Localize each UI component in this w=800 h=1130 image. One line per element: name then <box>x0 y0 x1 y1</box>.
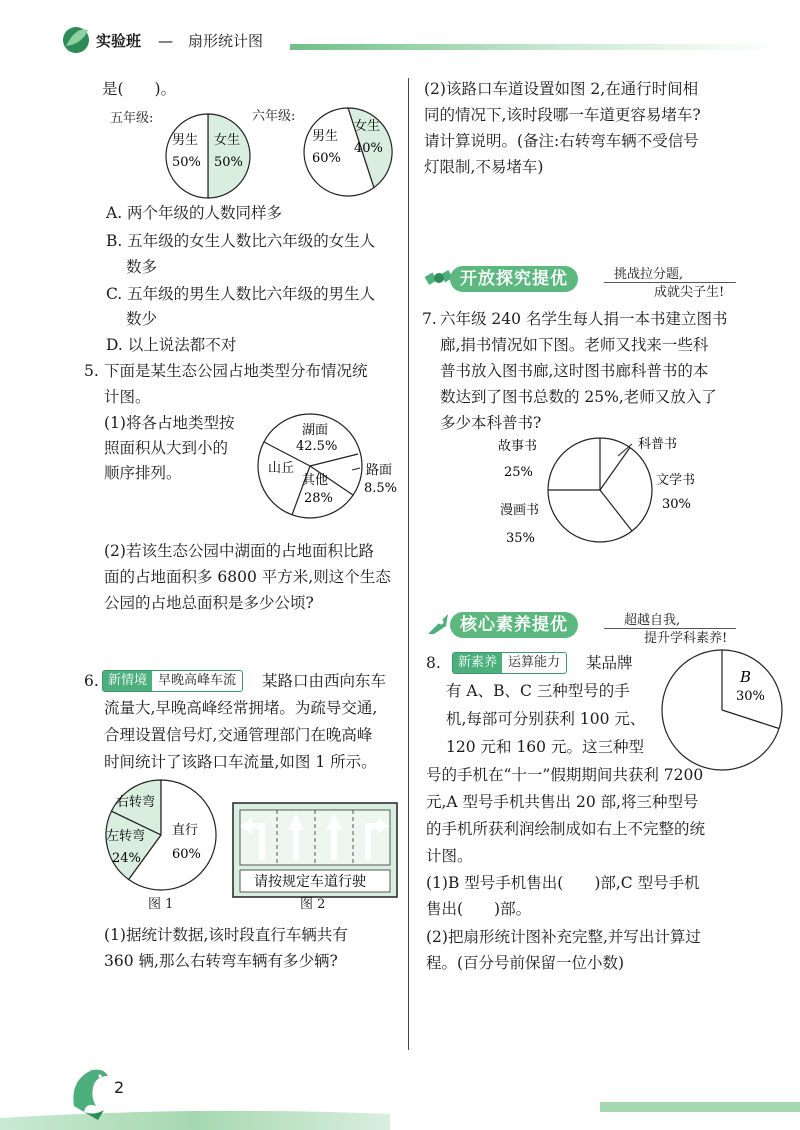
q4-pie6-boy-pct: 60% <box>312 151 341 166</box>
q6-part2-line1: (2)该路口车道设置如图 2,在通行时间相 <box>424 80 699 98</box>
q5-part2-line1: (2)若该生态公园中湖面的占地面积比路 <box>104 542 374 560</box>
q6-part2-line4: 灯限制,不易堵车) <box>424 158 544 176</box>
section-banner-open-explore: 开放探究提优 <box>450 266 578 292</box>
q4-option-b-line1: B. 五年级的女生人数比六年级的女生人 <box>106 232 376 250</box>
q4-pie-grade6 <box>302 106 394 198</box>
q4-option-d: D. 以上说法都不对 <box>106 336 237 354</box>
q4-pie5-girl-pct: 50% <box>214 155 243 170</box>
header-dash: — <box>158 32 173 50</box>
q4-option-c-line2: 数少 <box>126 310 158 328</box>
q6-line4: 时间统计了该路口车流量,如图 1 所示。 <box>104 753 377 771</box>
q6-figure1-caption: 图 1 <box>148 897 174 912</box>
q4-pie5-boy-pct: 50% <box>172 155 201 170</box>
q8-pie-b-pct: 30% <box>736 689 765 704</box>
q5-pie-park <box>256 410 406 522</box>
q6-tag-topic: 早晚高峰车流 <box>158 673 237 688</box>
q5-number: 5. <box>84 362 99 380</box>
q6-line1: 某路口由西向东车 <box>262 672 387 690</box>
q6-part1-line1: (1)据统计数据,该时段直行车辆共有 <box>104 926 348 944</box>
q6-pie-left-pct: 24% <box>112 851 141 866</box>
q5-part1-line3: 顺序排列。 <box>104 464 182 482</box>
q8-part1-line1: (1)B 型号手机售出( )部,C 型号手机 <box>426 874 700 892</box>
q4-option-a: A. 两个年级的人数同样多 <box>106 204 283 222</box>
q7-line1: 六年级 240 名学生每人捐一本书建立图书 <box>440 310 728 328</box>
q8-line1: 某品牌 <box>586 654 633 672</box>
q6-lane-sign <box>232 802 398 898</box>
q8-line3: 机,每部可分别获利 100 元、 <box>446 710 646 728</box>
q6-part1-line2: 360 辆,那么右转弯车辆有多少辆? <box>104 952 338 970</box>
q6-number: 6. <box>84 672 99 690</box>
q7-pie-comic-label: 漫画书 <box>500 503 540 518</box>
q7-line3: 普书放入图书廊,这时图书廊科普书的本 <box>440 362 709 380</box>
q4-pie-grade5 <box>164 112 252 200</box>
q5-line1: 下面是某生态公园占地类型分布情况统 <box>104 362 368 380</box>
q5-pie-lake-label: 湖面 <box>302 423 329 438</box>
q4-option-c-line1: C. 五年级的男生人数比六年级的男生人 <box>106 285 376 303</box>
banner2-underline <box>604 628 736 629</box>
q5-part2-line2: 面的占地面积多 6800 平方米,则这个生态 <box>104 568 391 586</box>
q8-tag-skill: 运算能力 <box>508 655 561 670</box>
q6-pie-straight-label: 直行 <box>172 823 199 838</box>
header-chapter: 扇形统计图 <box>188 32 264 50</box>
q8-line2: 有 A、B、C 三种型号的手 <box>446 682 630 700</box>
q8-part2-line2: 程。(百分号前保留一位小数) <box>426 954 625 972</box>
q6-context-tag <box>102 670 243 692</box>
q8-literacy-tag <box>452 652 567 674</box>
q4-pie5-girl-label: 女生 <box>214 133 241 148</box>
leaf-logo-icon <box>63 27 89 53</box>
page-number: 2 <box>114 1078 125 1097</box>
q8-pie-b-label: B <box>740 668 752 686</box>
q4-tail: 是( )。 <box>102 80 177 98</box>
q5-part1-line1: (1)将各占地类型按 <box>104 414 235 432</box>
q8-line8: 计图。 <box>426 847 473 865</box>
q8-number: 8. <box>426 654 441 672</box>
q5-line2: 计图。 <box>104 388 151 406</box>
q6-line3: 合理设置信号灯,交通管理部门在晚高峰 <box>104 726 373 744</box>
q8-tag-new-literacy: 新素养 <box>453 653 502 673</box>
q6-pie-left-label: 左转弯 <box>106 829 146 844</box>
q5-pie-lake-pct: 42.5% <box>296 439 338 454</box>
q5-pie-road-pct: 8.5% <box>364 481 398 496</box>
q8-part1-line2: 售出( )部。 <box>426 900 532 918</box>
q5-pie-other-pct: 28% <box>304 491 333 506</box>
q6-pie-traffic <box>102 776 220 894</box>
q5-part2-line3: 公园的占地总面积是多少公顷? <box>104 594 314 612</box>
banner1-underline <box>604 282 736 283</box>
q8-line5: 号的手机在“十一”假期期间共获利 7200 <box>426 766 704 784</box>
dolphin-mascot-icon <box>73 1070 108 1120</box>
section-banner-core-literacy: 核心素养提优 <box>450 612 578 638</box>
q8-line4: 120 元和 160 元。这三种型 <box>446 738 644 756</box>
q4-pie6-girl-pct: 40% <box>354 141 383 156</box>
banner2-slogan-line2: 提升学科素养! <box>644 631 728 646</box>
q4-option-b-line2: 数多 <box>126 258 158 276</box>
q8-line6: 元,A 型号手机共售出 20 部,将三种型号 <box>426 793 699 811</box>
q7-line4: 数达到了图书总数的 25%,老师又放入了 <box>440 388 717 406</box>
q5-part1-line2: 照面积从大到小的 <box>104 439 229 457</box>
q7-line5: 多少本科普书? <box>440 414 542 432</box>
q6-lane-sign-text: 请按规定车道行驶 <box>254 874 366 890</box>
q7-pie-literature-label: 文学书 <box>656 473 696 488</box>
q6-figure2-caption: 图 2 <box>300 897 326 912</box>
q7-pie-science-label: 科普书 <box>638 437 678 452</box>
q6-pie-right-label: 右转弯 <box>116 795 156 810</box>
q5-pie-other-label: 其他 <box>302 473 329 488</box>
q6-line2: 流量大,早晚高峰经常拥堵。为疏导交通, <box>104 699 378 717</box>
banner1-slogan-line1: 挑战拉分题, <box>614 267 684 282</box>
header-brand: 实验班 <box>96 32 142 50</box>
q6-pie-straight-pct: 60% <box>172 847 201 862</box>
banner2-slogan-line1: 超越自我, <box>624 613 681 628</box>
column-divider <box>408 78 409 1050</box>
q8-line7: 的手机所获利润绘制成如右上不完整的统 <box>426 820 706 838</box>
q4-grade6-label: 六年级: <box>252 109 296 124</box>
q6-part2-line3: 请计算说明。(备注:右转弯车辆不受信号 <box>424 132 699 150</box>
q7-pie-story-pct: 25% <box>504 465 533 480</box>
q6-part2-line2: 同的情况下,该时段哪一车道更容易堵车? <box>424 106 701 124</box>
q7-pie-story-label: 故事书 <box>498 439 538 454</box>
q7-line2: 廊,捐书情况如下图。老师又找来一些科 <box>440 336 709 354</box>
q8-part2-line1: (2)把扇形统计图补充完整,并写出计算过 <box>426 928 701 946</box>
q4-pie5-boy-label: 男生 <box>172 133 199 148</box>
q7-number: 7. <box>422 310 437 328</box>
q4-pie6-girl-label: 女生 <box>354 119 381 134</box>
q6-tag-new-context: 新情境 <box>103 671 152 691</box>
q7-pie-comic-pct: 35% <box>506 531 535 546</box>
q4-grade5-label: 五年级: <box>110 111 154 126</box>
q8-pie-phones <box>656 644 788 776</box>
q7-pie-books <box>480 430 710 550</box>
q7-pie-literature-pct: 30% <box>662 497 691 512</box>
q5-pie-road-label: 路面 <box>366 463 393 478</box>
banner1-slogan-line2: 成就尖子生! <box>654 285 725 300</box>
q5-pie-hill-label: 山丘 <box>268 461 295 476</box>
q4-pie6-boy-label: 男生 <box>312 129 339 144</box>
